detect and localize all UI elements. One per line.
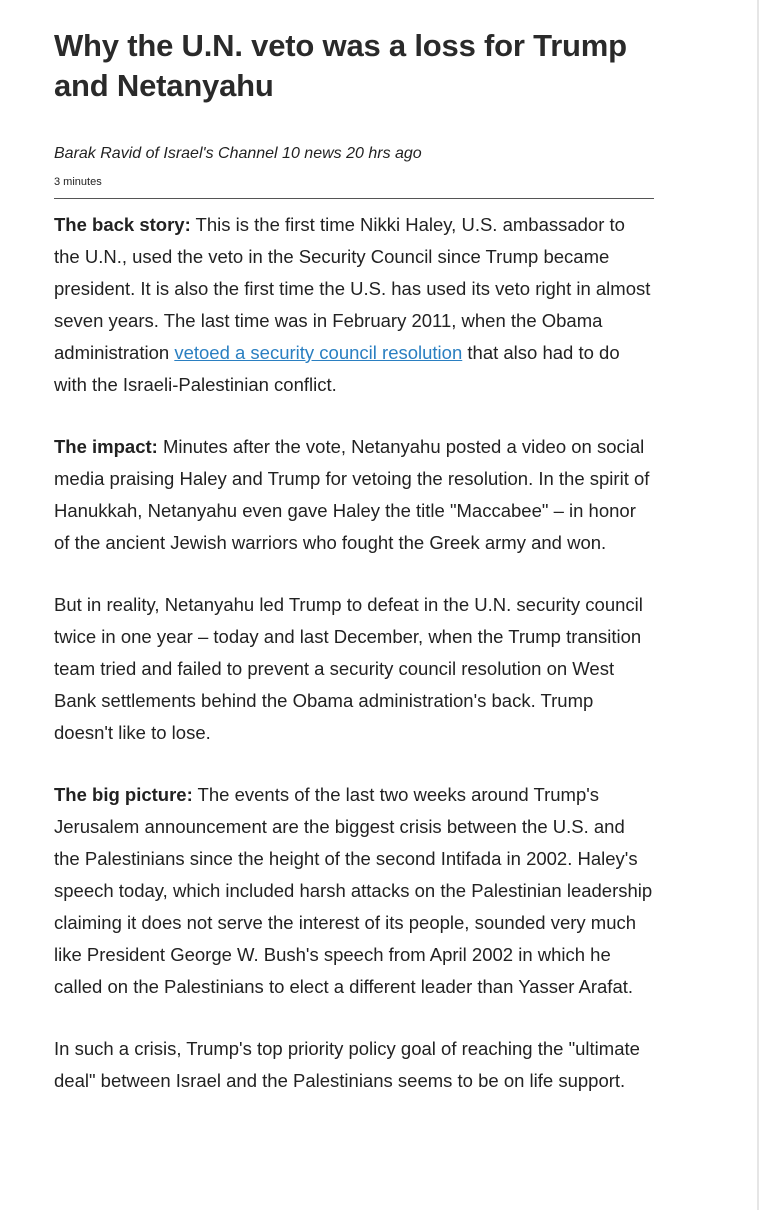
- article-byline: Barak Ravid of Israel's Channel 10 news 20 hrs ago: [54, 145, 422, 162]
- paragraph-text: The events of the last two weeks around Trump's Jerusalem announcement are the biggest crisis between the U.S. and the Palestinians since the height of the second Intifada in 2002. Haley's speech today, which included harsh attacks on the Palestinian leadership claiming it does not serve the interest of its people, sounded very much like President George W. Bush's speech from April 2002 in which he called on the Palestinians to elect a different leader than Yasser Arafat.: [54, 784, 653, 997]
- paragraph-text: that also had to do with the Israeli-Palestinian conflict.: [54, 342, 620, 395]
- paragraph-text: This is the first time Nikki Haley, U.S. ambassador to the U.N., used the veto in the Security Council since Trump became president. It is also the first time the U.S. has used its veto right in almost seven years. The last time was in February 2011, when the Obama administration: [54, 214, 651, 363]
- paragraph-reality: [54, 589, 654, 749]
- vetoed-resolution-link[interactable]: vetoed a security council resolution: [174, 342, 463, 363]
- article: [54, 0, 654, 1127]
- paragraph-lead: The impact:: [54, 436, 158, 457]
- header-divider: [54, 198, 654, 199]
- article-body: [54, 209, 654, 1097]
- paragraph-impact: [54, 431, 654, 559]
- paragraph-text: In such a crisis, Trump's top priority policy goal of reaching the "ultimate deal" between Israel and the Palestinians seems to be on life support.: [54, 1038, 640, 1091]
- paragraph-back-story: [54, 209, 654, 401]
- paragraph-lead: The back story:: [54, 214, 191, 235]
- paragraph-big-picture: [54, 779, 654, 1003]
- read-time: 3 minutes: [54, 176, 102, 188]
- paragraph-lead: The big picture:: [54, 784, 193, 805]
- paragraph-crisis: [54, 1033, 654, 1097]
- paragraph-text: Minutes after the vote, Netanyahu posted a video on social media praising Haley and Trump for vetoing the resolution. In the spirit of Hanukkah, Netanyahu even gave Haley the title "Maccabee" – in honor of the ancient Jewish warriors who fought the Greek army and won.: [54, 436, 650, 553]
- paragraph-text: But in reality, Netanyahu led Trump to defeat in the U.N. security council twice in one year – today and last December, when the Trump transition team tried and failed to prevent a security council resolution on West Bank settlements behind the Obama administration's back. Trump doesn't like to lose.: [54, 594, 643, 743]
- article-title: Why the U.N. veto was a loss for Trump and Netanyahu: [54, 28, 627, 103]
